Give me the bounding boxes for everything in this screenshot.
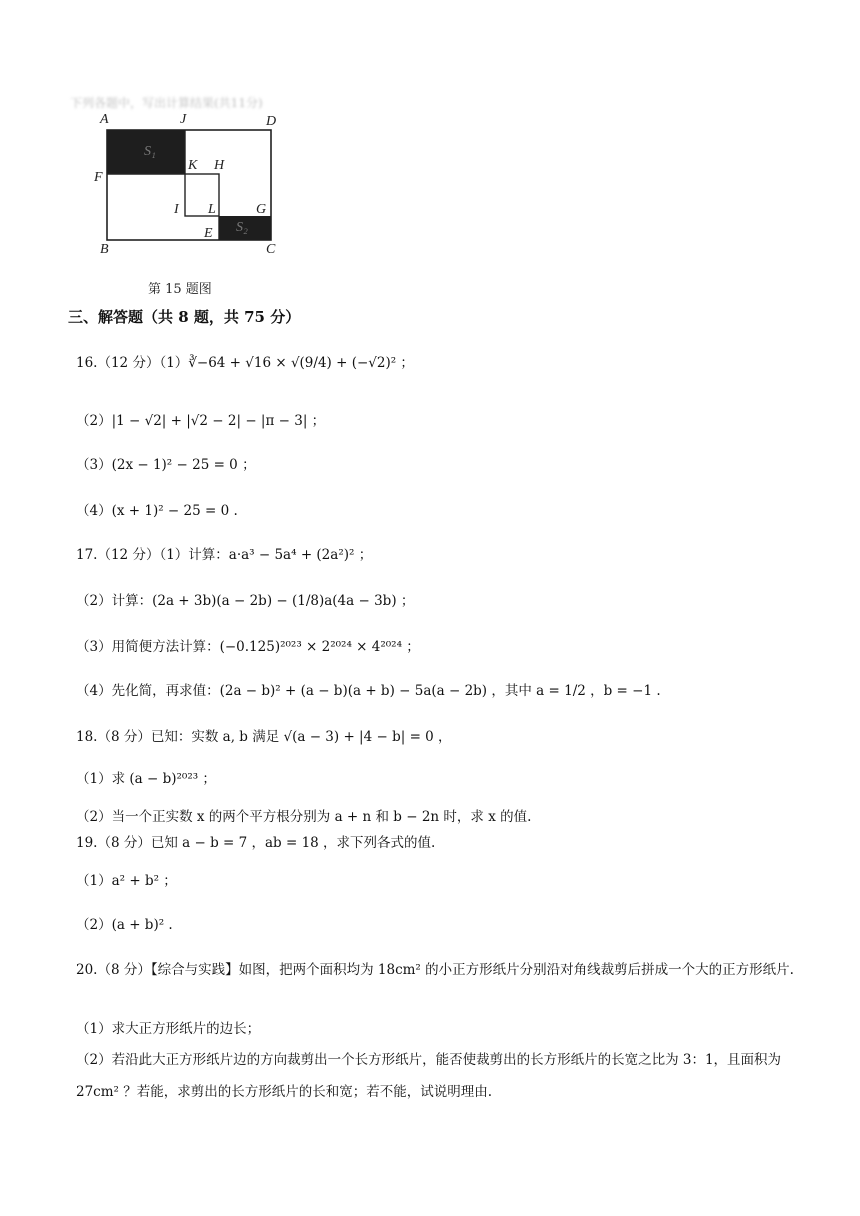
q20-part1: （1）求大正方形纸片的边长； bbox=[76, 1021, 261, 1037]
label-h: H bbox=[214, 158, 225, 173]
q20-stem: 20.（8 分）【综合与实践】如图，把两个面积均为 18cm² 的小正方形纸片分别沿对角线裁剪后拼成一个大的正方形纸片. bbox=[76, 962, 794, 978]
q20-part2: （2）若沿此大正方形纸片边的方向裁剪出一个长方形纸片，能否使裁剪出的长方形纸片的长宽之比为 3：1，且面积为 27cm² ？若能，求剪出的长方形纸片的长和宽；若不能，试说明理由. bbox=[76, 1052, 782, 1100]
label-s2: S₂ bbox=[236, 220, 248, 235]
label-a: A bbox=[100, 112, 109, 127]
label-b: B bbox=[100, 242, 109, 257]
q17-part3: （3）用简便方法计算：(−0.125)²⁰²³ × 2²⁰²⁴ × 4²⁰²⁴ ； bbox=[76, 639, 420, 655]
q16-part4: （4）(x + 1)² − 25 = 0 . bbox=[76, 503, 238, 519]
label-c: C bbox=[266, 242, 276, 257]
geometry-figure bbox=[60, 92, 320, 297]
label-i: I bbox=[174, 202, 179, 217]
q18-part1: （1）求 (a − b)²⁰²³ ； bbox=[76, 771, 216, 787]
q19-part2: （2）(a + b)² . bbox=[76, 917, 173, 933]
q16-part1: 16.（12 分）（1）∛−64 + √16 × √(9/4) + (−√2)² ； bbox=[76, 355, 414, 371]
q18-part2: （2）当一个正实数 x 的两个平方根分别为 a + n 和 b − 2n 时，求 x 的值. bbox=[76, 809, 532, 825]
q16-part3: （3）(2x − 1)² − 25 = 0 ； bbox=[76, 457, 256, 473]
q18-stem: 18.（8 分）已知：实数 a, b 满足 √(a − 3) + |4 − b| = 0 ， bbox=[76, 729, 452, 745]
q19-stem: 19.（8 分）已知 a − b = 7 ，ab = 18 ，求下列各式的值. bbox=[76, 835, 436, 851]
q17-part1: 17.（12 分）（1）计算：a·a³ − 5a⁴ + (2a²)² ； bbox=[76, 547, 373, 563]
label-f: F bbox=[94, 170, 103, 185]
figure-drawing bbox=[60, 92, 320, 292]
label-g: G bbox=[256, 202, 267, 217]
label-s1: S₁ bbox=[144, 144, 156, 159]
label-e: E bbox=[204, 226, 213, 241]
q17-part2: （2）计算：(2a + 3b)(a − 2b) − (1/8)a(4a − 3b) ； bbox=[76, 593, 415, 609]
section-title: 三、解答题（共 8 题，共 75 分） bbox=[68, 308, 301, 326]
label-k: K bbox=[188, 158, 198, 173]
figure-caption: 第 15 题图 bbox=[148, 282, 212, 297]
q19-part1: （1）a² + b² ； bbox=[76, 873, 177, 889]
label-d: D bbox=[266, 114, 277, 129]
label-l: L bbox=[208, 202, 216, 217]
q16-part2: （2）|1 − √2| + |√2 − 2| − |π − 3| ； bbox=[76, 413, 326, 429]
blurred-header-text: 下列各题中，写出计算结果(共11分) bbox=[70, 96, 263, 110]
q17-part4: （4）先化简，再求值：(2a − b)² + (a − b)(a + b) − 5a(a − 2b) ，其中 a = 1/2 ，b = −1 . bbox=[76, 683, 661, 699]
label-j: J bbox=[180, 112, 187, 127]
